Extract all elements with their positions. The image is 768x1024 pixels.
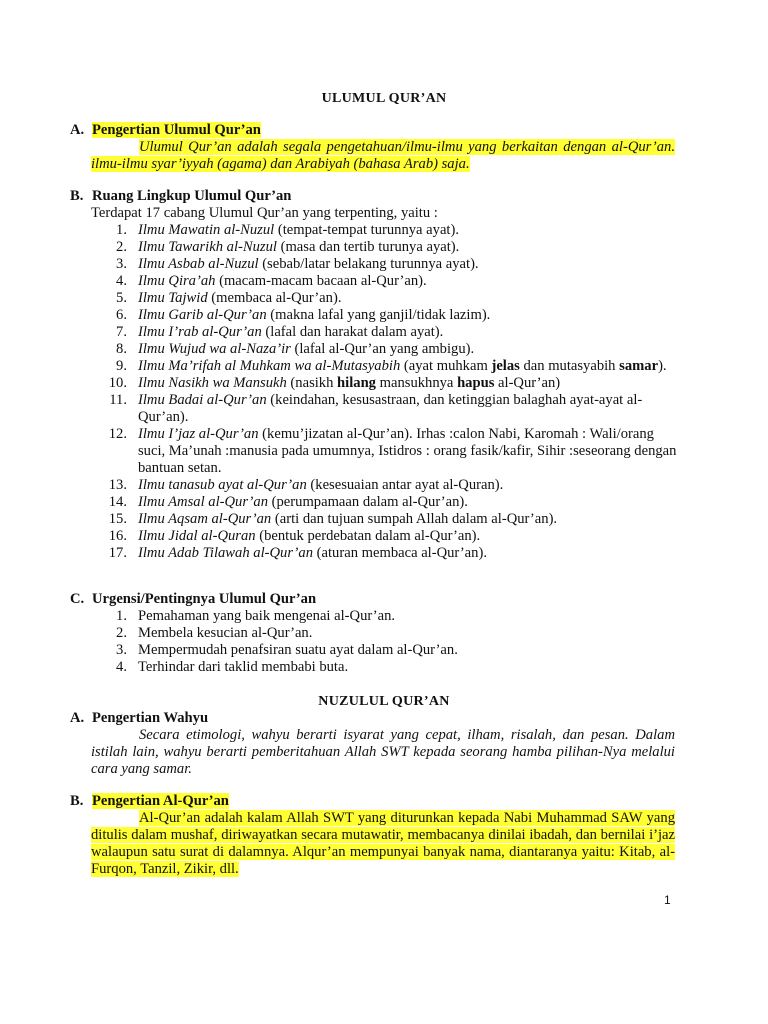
item-number: 13. [108, 477, 127, 493]
list-item [91, 307, 681, 324]
item-desc: ). [658, 358, 667, 374]
section-b-heading [70, 188, 291, 205]
item-number: 16. [108, 528, 127, 544]
section-title: Pengertian Wahyu [92, 710, 209, 726]
item-number: 2. [116, 239, 127, 255]
list-item [91, 256, 681, 273]
item-bold: samar [619, 358, 659, 374]
list-item [91, 528, 681, 545]
list-item [91, 290, 681, 307]
list-item [91, 477, 681, 494]
list-item [91, 341, 681, 358]
item-term: Ilmu Tawarikh al-Nuzul [138, 239, 277, 255]
item-term: Ilmu Badai al-Qur’an [138, 392, 267, 408]
section-title: Pengertian Al-Qur’an [92, 793, 229, 809]
item-term: Ilmu Wujud wa al-Naza’ir [138, 341, 291, 357]
item-desc: (lafal al-Qur’an yang ambigu). [290, 341, 475, 357]
list-item [91, 239, 681, 256]
item-bold: hilang [337, 375, 376, 391]
item-number: 12. [108, 426, 127, 442]
item-desc: dan mutasyabih [519, 358, 620, 374]
item-number: 5. [116, 290, 127, 306]
list-item [91, 392, 681, 426]
list-item [91, 545, 681, 562]
item-number: 9. [116, 358, 127, 374]
item-term: Ilmu Tajwid [138, 290, 208, 306]
item-number: 14. [108, 494, 127, 510]
item-desc: (nasikh [286, 375, 338, 391]
quran-text [91, 810, 675, 878]
section-letter: B. [70, 188, 84, 204]
list-item [91, 273, 681, 290]
item-number: 17. [108, 545, 127, 561]
item-desc: (membaca al-Qur’an). [207, 290, 342, 306]
item-desc: (sebab/latar belakang turunnya ayat). [258, 256, 479, 272]
list-item [91, 625, 681, 642]
item-desc: (keindahan, kesusastraan, dan ketinggian balaghah ayat-ayat al-Qur’an). [138, 392, 643, 425]
item-text: Membela kesucian al-Qur’an. [138, 625, 313, 641]
quran-definition: Al-Qur’an adalah kalam Allah SWT yang diturunkan kepada Nabi Muhammad SAW yang ditulis dalam mushaf, diriwayatkan secara mutawatir, membacanya dinilai ibadah, dan bernilai i’jaz walaupun satu surat di dalamnya. Alqur’an mempunyai banyak nama, diantaranya yaitu: Kitab, al-Furqon, Tanzil, Zikir, dll. [91, 810, 675, 877]
item-desc: (lafal dan harakat dalam ayat). [261, 324, 444, 340]
item-number: 2. [116, 625, 127, 641]
item-term: Ilmu Jidal al-Quran [138, 528, 256, 544]
item-number: 1. [116, 608, 127, 624]
item-desc: (arti dan tujuan sumpah Allah dalam al-Qur’an). [271, 511, 558, 527]
page-title: ULUMUL QUR’AN [321, 91, 447, 106]
wahyu-text [91, 727, 675, 778]
item-term: Ilmu I’rab al-Qur’an [138, 324, 262, 340]
list-item [91, 659, 681, 676]
item-term: Ilmu I’jaz al-Qur’an [138, 426, 259, 442]
item-desc: mansukhnya [375, 375, 458, 391]
item-desc: (aturan membaca al-Qur’an). [313, 545, 487, 561]
item-number: 1. [116, 222, 127, 238]
section-a-heading [70, 122, 261, 139]
item-number: 4. [116, 273, 127, 289]
item-desc: (kemu’jizatan al-Qur’an). Irhas :calon Nabi, Karomah : Wali/orang suci, Ma’unah :manusia pada umumnya, Istidros : orang fasik/kafir, Sihir :seseorang dengan bantuan setan. [138, 426, 677, 476]
list-item [91, 494, 681, 511]
section-title: Ruang Lingkup Ulumul Qur’an [92, 188, 292, 204]
item-number: 7. [116, 324, 127, 340]
section-title: Pengertian Ulumul Qur’an [92, 122, 261, 138]
section-letter: A. [70, 122, 85, 138]
item-term: Ilmu Ma’rifah al Muhkam wa al-Mutasyabih [138, 358, 401, 374]
item-term: Ilmu Qira’ah [138, 273, 216, 289]
item-desc: (macam-macam bacaan al-Qur’an). [215, 273, 427, 289]
item-number: 8. [116, 341, 127, 357]
section-c-heading [70, 591, 316, 608]
section-letter: B. [70, 793, 84, 809]
item-number: 10. [108, 375, 127, 391]
section-title-2: NUZULUL QUR’AN [318, 694, 450, 709]
scope-list [91, 222, 681, 562]
item-number: 3. [116, 256, 127, 272]
section-letter: C. [70, 591, 85, 607]
item-term: Ilmu Adab Tilawah al-Qur’an [138, 545, 314, 561]
item-term: Ilmu Amsal al-Qur’an [138, 494, 268, 510]
item-number: 3. [116, 642, 127, 658]
item-desc: (bentuk perdebatan dalam al-Qur’an). [255, 528, 481, 544]
item-number: 6. [116, 307, 127, 323]
item-term: Ilmu Aqsam al-Qur’an [138, 511, 272, 527]
item-number: 15. [108, 511, 127, 527]
item-desc: (perumpamaan dalam al-Qur’an). [268, 494, 468, 510]
list-item [91, 511, 681, 528]
list-item [91, 608, 681, 625]
item-desc: (masa dan tertib turunya ayat). [276, 239, 460, 255]
section-letter: A. [70, 710, 85, 726]
section-b-intro: Terdapat 17 cabang Ulumul Qur’an yang terpenting, yaitu : [91, 205, 438, 221]
definition-text: Ulumul Qur’an adalah segala pengetahuan/ilmu-ilmu yang berkaitan dengan al-Qur’an. ilmu-ilmu syar’iyyah (agama) dan Arabiyah (bahasa Arab) saja. [91, 139, 675, 172]
item-number: 11. [109, 392, 127, 408]
item-bold: hapus [457, 375, 495, 391]
wahyu-definition: Secara etimologi, wahyu berarti isyarat yang cepat, ilham, risalah, dan pesan. Dalam istilah lain, wahyu berarti pemberitahuan Allah SWT kepada seorang hamba pilihan-Nya melalui cara yang samar. [91, 727, 675, 777]
item-text: Pemahaman yang baik mengenai al-Qur’an. [138, 608, 396, 624]
item-desc: (tempat-tempat turunnya ayat). [274, 222, 459, 238]
item-desc: (kesesuaian antar ayat al-Quran). [306, 477, 504, 493]
item-text: Mempermudah penafsiran suatu ayat dalam al-Qur’an. [138, 642, 458, 658]
list-item [91, 426, 681, 477]
list-item [91, 222, 681, 239]
list-item [91, 642, 681, 659]
wahyu-heading [70, 710, 208, 727]
list-item [91, 324, 681, 341]
item-desc: (ayat muhkam [400, 358, 492, 374]
list-item [91, 375, 681, 392]
item-number: 4. [116, 659, 127, 675]
item-term: Ilmu tanasub ayat al-Qur’an [138, 477, 307, 493]
list-item [91, 358, 681, 375]
quran-heading [70, 793, 229, 810]
item-term: Ilmu Mawatin al-Nuzul [138, 222, 275, 238]
section-title: Urgensi/Pentingnya Ulumul Qur’an [92, 591, 317, 607]
item-term: Ilmu Asbab al-Nuzul [138, 256, 259, 272]
item-desc: al-Qur’an) [494, 375, 561, 391]
item-text: Terhindar dari taklid membabi buta. [138, 659, 349, 675]
urgency-list [91, 608, 681, 676]
item-bold: jelas [491, 358, 520, 374]
item-term: Ilmu Nasikh wa Mansukh [138, 375, 287, 391]
item-desc: (makna lafal yang ganjil/tidak lazim). [266, 307, 491, 323]
item-term: Ilmu Garib al-Qur’an [138, 307, 267, 323]
page-number: 1 [664, 893, 671, 907]
section-a-text [91, 139, 675, 173]
